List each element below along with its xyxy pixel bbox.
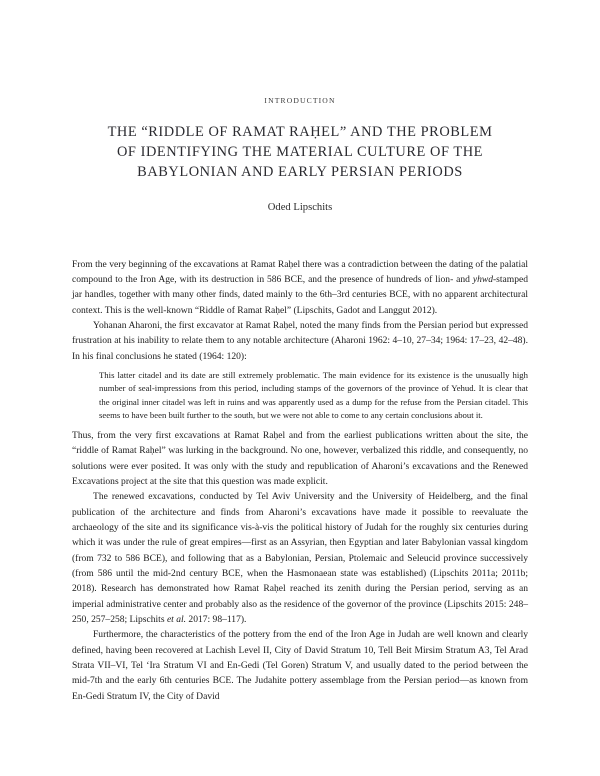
author-byline: Oded Lipschits xyxy=(267,201,333,213)
paragraph-1-part-b: -stamped jar handles, together with many other finds, dated mainly to the 6th–3rd centuries BCE, with no apparent architectural context. This is the well-known “Riddle of Ramat Raḥel” (Lipschits, Gadot and Langgut 2012). xyxy=(72,273,528,316)
paragraph-3: Thus, from the very first excavations at Ramat Raḥel and from the earliest publications written about the site, the “riddle of Ramat Raḥel” was lurking in the background. No one, however, verbalized this riddle, and consequently, no solutions were ever posited. It was only with the study and republication of Aharoni’s excavations and the Renewed Excavations project at the site that this question was made explicit. xyxy=(72,429,528,487)
paragraph-4-part-b: 2017: 98–117). xyxy=(186,614,247,626)
paragraph-4-part-a: The renewed excavations, conducted by Tel Aviv University and the University of Heidelberg, and the final publication of the architecture and finds from Aharoni’s excavations have made it possible to reevaluate the archaeology of the site and its significance vis-à-vis the political history of Judah for the roughly six centuries during which it was under the rule of great empires—first as an Assyrian, then Egyptian and later Babylonian vassal kingdom (from 732 to 586 BCE), and following that as a Babylonian, Persian, Ptolemaic and Seleucid province successively (from 586 until the mid-2nd century BCE, when the Hasmonaean state was established) (Lipschits 2011a; 2011b; 2018). Research has demonstrated how Ramat Raḥel reached its zenith during the Persian period, serving as an imperial administrative center and probably also as the residence of the governor of the province (Lipschits 2015: 248–250, 257–258; Lipschits xyxy=(72,491,528,626)
block-quote xyxy=(72,369,528,423)
paragraph-4-italic-term: et al. xyxy=(166,614,187,626)
paragraph-4 xyxy=(72,489,528,627)
body-text xyxy=(72,257,528,704)
block-quote-text: This latter citadel and its date are still extremely problematic. The main evidence for its existence is the unusually high number of seal-impressions from this period, including stamps of the governors of the province of Yehud. It is clear that the original inner citadel was left in ruins and was apparently used as a dump for the refuse from the Persian citadel. This seems to have been built further to the south, but we were not able to come to any certain conclusions about it. xyxy=(99,369,528,421)
title-line-3: BABYLONIAN AND EARLY PERSIAN PERIODS xyxy=(137,164,463,181)
running-head: INTRODUCTION xyxy=(264,96,336,105)
page-title xyxy=(72,122,528,183)
paragraph-1 xyxy=(72,257,528,318)
page-content xyxy=(72,0,528,704)
paragraph-5: Furthermore, the characteristics of the pottery from the end of the Iron Age in Judah are well known and clearly defined, having been recovered at Lachish Level II, City of David Stratum 10, Tell Beit Mirsim Stratum A3, Tel Arad Strata VII–VI, Tel ‘Ira Stratum VI and En-Gedi (Tel Goren) Stratum V, and usually dated to the period between the mid-7th and the early 6th centuries BCE. The Judahite pottery assemblage from the Persian period—as known from En-Gedi Stratum IV, the City of David xyxy=(72,629,528,702)
title-line-2: OF IDENTIFYING THE MATERIAL CULTURE OF THE xyxy=(116,144,484,161)
paragraph-1-italic-term: yhwd xyxy=(472,273,493,285)
title-line-1: THE “RIDDLE OF RAMAT RAḤEL” AND THE PROBLEM xyxy=(107,124,493,140)
paragraph-2: Yohanan Aharoni, the first excavator at Ramat Raḥel, noted the many finds from the Persian period but expressed frustration at his inability to relate them to any notable architecture (Aharoni 1962: 4–10, 27–34; 1964: 17–23, 42–48). In his final conclusions he stated (1964: 120): xyxy=(72,319,528,362)
paragraph-1-part-a: From the very beginning of the excavations at Ramat Raḥel there was a contradiction between the dating of the palatial compound to the Iron Age, with its destruction in 586 BCE, and the presence of hundreds of lion- and xyxy=(72,258,528,285)
